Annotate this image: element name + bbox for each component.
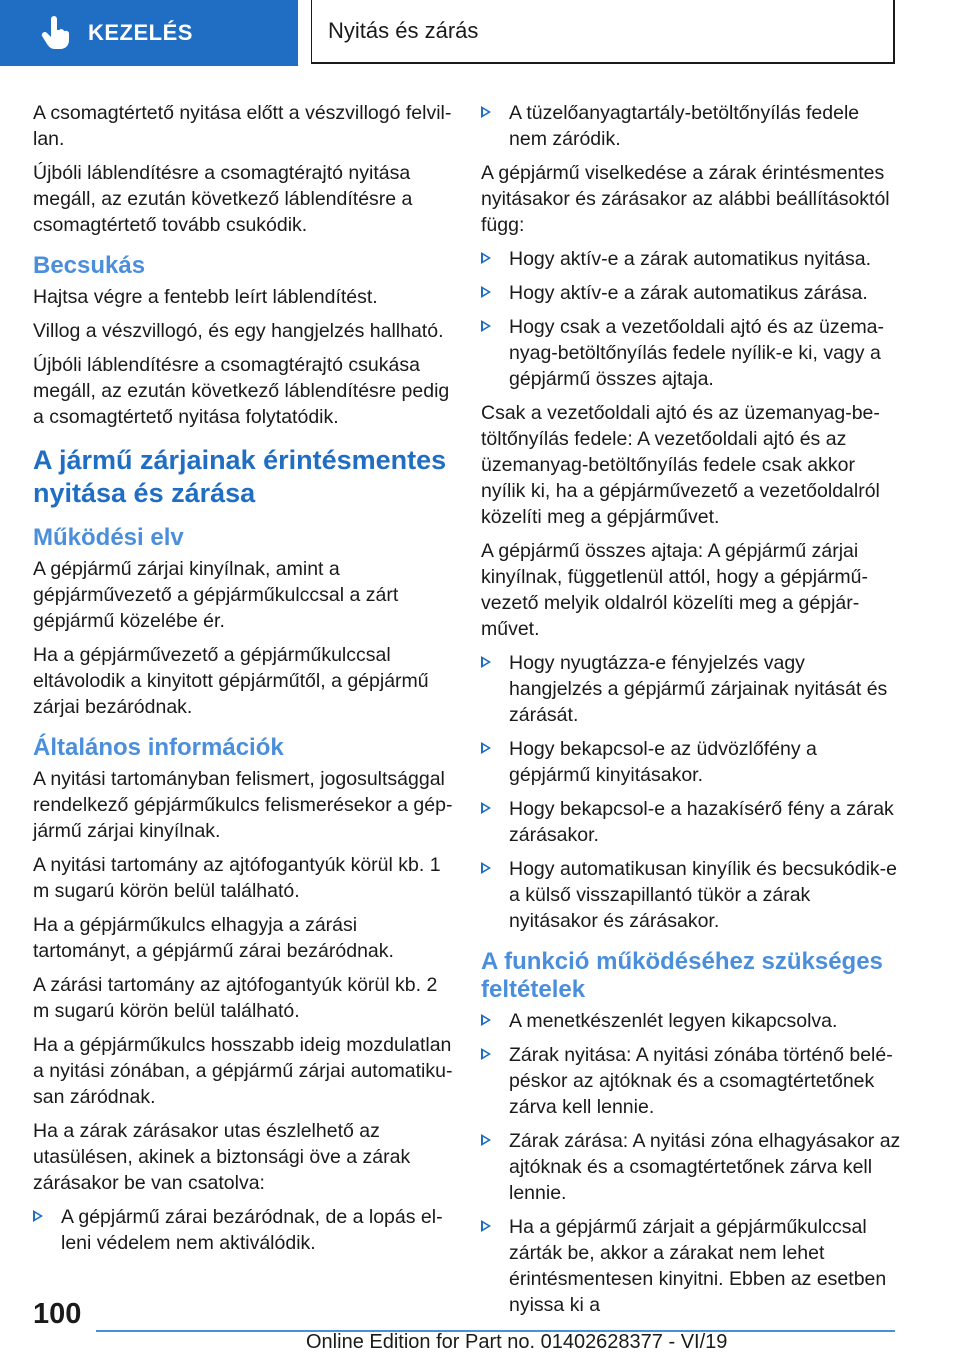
paragraph: Ha a gépjárművezető a gépjárműkulccsal eltávolodik a kinyitott gépjárműtől, a gépjármű zárjai bezáródnak. (33, 644, 429, 718)
paragraph: Ha a gépjárműkulcs hosszabb ideig mozdulatlan a nyitási zónában, a gépjármű zárjai automatikusan záródnak. (33, 1034, 453, 1108)
heading-funkcio: A funkció működéséhez szükséges feltételek (481, 948, 883, 1003)
triangle-bullet-icon (481, 320, 491, 332)
paragraph: A gépjármű zárjai kinyílnak, amint a gépjárművezető a gépjárműkulccsal a zárt gépjármű közelébe ér. (33, 558, 399, 632)
paragraph: Újbóli láblendítésre a csomagtérajtó nyitása megáll, az ezután következő láblendítésre a csomagtértető tovább csukódik. (33, 162, 413, 236)
triangle-bullet-icon (481, 742, 491, 754)
triangle-bullet-icon (481, 286, 491, 298)
paragraph: A csomagtértető nyitása előtt a vészvillogó felvillan. (33, 102, 452, 150)
triangle-bullet-icon (481, 656, 491, 668)
heading-main: A jármű zárjainak érintésmentes nyitása és zárása (33, 445, 447, 508)
list-item: Hogy bekapcsol-e a hazakísérő fény a zárak zárásakor. (481, 796, 901, 848)
triangle-bullet-icon (481, 1014, 491, 1026)
settings-list (481, 246, 901, 392)
triangle-bullet-icon (481, 252, 491, 264)
sub-paragraph: A gépjármű összes ajtaja: A gépjármű zárjai kinyílnak, függetlenül attól, hogy a gépjárművezető melyik oldalról közelíti meg a gépjárművet. (481, 540, 868, 640)
list-item: Hogy aktív-e a zárak automatikus zárása. (481, 280, 901, 306)
triangle-bullet-icon (481, 1048, 491, 1060)
paragraph: Ha a zárak zárásakor utas észlelhető az utasülésen, akinek a biztonsági öve a zárak zárásakor be van csatolva: (33, 1120, 411, 1194)
page-header (0, 0, 960, 66)
heading-mukodesi-elv: Működési elv (33, 524, 184, 551)
list-item: Ha a gépjármű zárjait a gépjárműkulccsal zárták be, akkor a zárakat nem lehet érintésmentesen kinyitni. Ebben az esetben nyissa ki a (481, 1214, 901, 1318)
triangle-bullet-icon (481, 106, 491, 118)
paragraph: A zárási tartomány az ajtófogantyúk körül kb. 2 m sugarú körön belül található. (33, 974, 438, 1022)
heading-altalanos: Általános információk (33, 734, 284, 761)
settings-list-continued (481, 650, 901, 934)
left-column (33, 100, 453, 1264)
list-item: Zárak nyitása: A nyitási zónába történő belépéskor az ajtóknak és a csomagtértetőnek zárva kell lennie. (481, 1042, 901, 1120)
right-column (481, 100, 901, 1326)
triangle-bullet-icon (33, 1210, 43, 1222)
edition-text: Online Edition for Part no. 01402628377 - VI/19 (306, 1331, 728, 1353)
list-item: Hogy nyugtázza-e fényjelzés vagy hangjelzés a gépjármű zárjainak nyitását és zárását. (481, 650, 901, 728)
bullet-list (33, 1204, 453, 1256)
hand-pointer-icon (38, 16, 72, 50)
triangle-bullet-icon (481, 1220, 491, 1232)
heading-becsukas: Becsukás (33, 252, 146, 279)
list-item: Hogy aktív-e a zárak automatikus nyitása. (481, 246, 901, 272)
list-item: Hogy bekapcsol-e az üdvözlőfény a gépjármű kinyitásakor. (481, 736, 901, 788)
sub-paragraph: Csak a vezetőoldali ajtó és az üzemanyag-betöltőnyílás fedele: A vezetőoldali ajtó és az üzemanyag-betöltőnyílás fedele csak akkor nyílik ki, ha a gépjárművezető a vezetőoldalról közelíti meg a gépjárművet. (481, 402, 880, 528)
paragraph: A gépjármű viselkedése a zárak érintésmentes nyitásakor és zárásakor az alábbi beállításoktól függ: (481, 162, 890, 236)
list-item: A tüzelőanyagtartály-betöltőnyílás fedele nem záródik. (481, 100, 901, 152)
paragraph: Újbóli láblendítésre a csomagtérajtó csukása megáll, az ezután következő láblendítésre pedig a csomagtértető nyitása folytatódik. (33, 354, 450, 428)
triangle-bullet-icon (481, 802, 491, 814)
list-item: A menetkészenlét legyen kikapcsolva. (481, 1008, 901, 1034)
triangle-bullet-icon (481, 1134, 491, 1146)
topic-label: Nyitás és zárás (328, 18, 479, 43)
page-number: 100 (33, 1298, 82, 1330)
paragraph: Hajtsa végre a fentebb leírt láblendítést. (33, 286, 378, 308)
paragraph: A nyitási tartományban felismert, jogosultsággal rendelkező gépjárműkulcs felismerésekor a gépjármű zárjai kinyílnak. (33, 768, 453, 842)
bullet-list (481, 100, 901, 152)
topic-tab[interactable] (311, 0, 895, 64)
paragraph: Ha a gépjárműkulcs elhagyja a zárási tartományt, a gépjármű zárai bezáródnak. (33, 914, 394, 962)
list-item: A gépjármű zárai bezáródnak, de a lopás elleni védelem nem aktiválódik. (33, 1204, 453, 1256)
section-tab[interactable] (0, 0, 298, 66)
list-item: Hogy automatikusan kinyílik és becsukódik-e a külső visszapillantó tükör a zárak nyitásakor és zárásakor. (481, 856, 901, 934)
conditions-list (481, 1008, 901, 1318)
list-item: Zárak zárása: A nyitási zóna elhagyásakor az ajtóknak és a csomagtértetőnek zárva kell lennie. (481, 1128, 901, 1206)
triangle-bullet-icon (481, 862, 491, 874)
section-label: KEZELÉS (88, 20, 193, 45)
list-item: Hogy csak a vezetőoldali ajtó és az üzemanyag-betöltőnyílás fedele nyílik-e ki, vagy a gépjármű összes ajtaja. (481, 314, 901, 392)
paragraph: A nyitási tartomány az ajtófogantyúk körül kb. 1 m sugarú körön belül található. (33, 854, 441, 902)
paragraph: Villog a vészvillogó, és egy hangjelzés hallható. (33, 320, 444, 342)
